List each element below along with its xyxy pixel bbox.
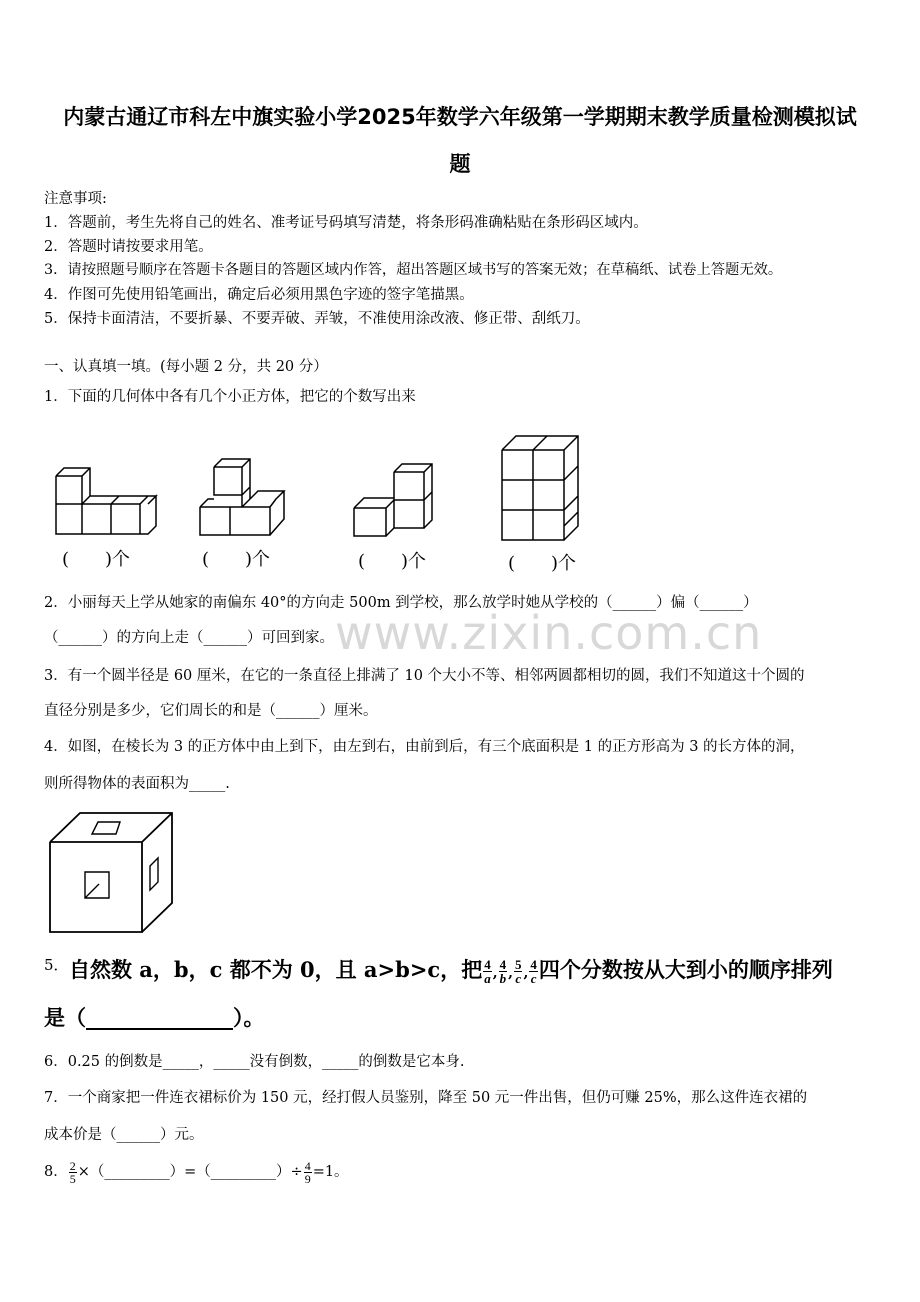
fraction: $\frac{4}{a}$ — [484, 957, 491, 986]
cube-figure-4 — [498, 432, 586, 544]
question-3-line1: 3．有一个圆半径是 60 厘米，在它的一条直径上排满了 10 个大小不等、相邻两圆都相切的圆，我们不知道这十个圆的 — [44, 668, 805, 684]
question-8-number: 8． — [44, 1164, 68, 1180]
question-6-text: 6．0.25 的倒数是_____，_____没有倒数，_____的倒数是它本身. — [44, 1054, 465, 1070]
question-5-text: 自然数 a，b，c 都不为 0，且 a>b>c，把 — [69, 957, 483, 982]
watermark: www.zixin.com.cn — [335, 606, 763, 660]
fraction: $\frac{4}{9}$ — [304, 1158, 311, 1186]
fraction: $\frac{4}{c}$ — [530, 957, 537, 986]
question-5-line2: 是（______________）。 — [44, 1005, 265, 1030]
question-1-text: 1．下面的几何体中各有几个小正方体，把它的个数写出来 — [44, 389, 416, 405]
cube-figure-2 — [196, 455, 288, 540]
question-3-line2: 直径分别是多少，它们周长的和是（______）厘米。 — [44, 703, 378, 719]
cube-figure-1 — [50, 462, 160, 540]
question-8-text: ×（_________）=（_________）÷ — [77, 1164, 303, 1180]
question-7-line2: 成本价是（______）元。 — [44, 1127, 204, 1143]
note-item: 5．保持卡面清洁，不要折暴、不要弄破、弄皱，不准使用涂改液、修正带、刮纸刀。 — [44, 311, 590, 327]
answer-blank[interactable]: ( )个 — [508, 553, 577, 574]
notes-heading: 注意事项: — [44, 191, 107, 207]
note-item: 1．答题前，考生先将自己的姓名、准考证号码填写清楚，将条形码准确粘贴在条形码区域内。 — [44, 215, 648, 231]
note-item: 3．请按照题号顺序在答题卡各题目的答题区域内作答，超出答题区域书写的答案无效；在草稿纸、试卷上答题无效。 — [44, 262, 783, 278]
answer-blank[interactable]: ( )个 — [62, 549, 131, 570]
document-title-line2: 题 — [449, 152, 471, 176]
question-2-line2: （______）的方向上走（______）可回到家。 — [44, 630, 334, 646]
question-4-line1: 4．如图，在棱长为 3 的正方体中由上到下，由左到右，由前到后，有三个底面积是 1 的正方形高为 3 的长方体的洞， — [44, 739, 805, 755]
answer-blank[interactable]: ( )个 — [202, 549, 271, 570]
question-8-text: =1。 — [312, 1164, 349, 1180]
question-5-line1: 自然数 a，b，c 都不为 0，且 a>b>c，把 $\frac{4}{a}$ , $\frac{4}{b}$ , $\frac{5}{c}$ , $\frac{4}{c}$ 四个分数按从大到小的顺序排列 — [69, 957, 833, 986]
fraction: $\frac{2}{5}$ — [69, 1158, 76, 1186]
question-5-number: 5． — [44, 956, 69, 974]
question-4-line2: 则所得物体的表面积为_____. — [44, 776, 230, 792]
document-title-line1: 内蒙古通辽市科左中旗实验小学2025年数学六年级第一学期期末教学质量检测模拟试 — [63, 105, 857, 129]
fraction: $\frac{4}{b}$ — [499, 957, 507, 986]
question-7-line1: 7．一个商家把一件连衣裙标价为 150 元，经打假人员鉴别，降至 50 元一件出售，但仍可赚 25%，那么这件连衣裙的 — [44, 1090, 808, 1106]
fraction: $\frac{5}{c}$ — [514, 957, 522, 986]
note-item: 2．答题时请按要求用笔。 — [44, 239, 213, 255]
question-8-line — [44, 1154, 349, 1190]
section-heading: 一、认真填一填。(每小题 2 分，共 20 分） — [44, 359, 328, 375]
cube-with-holes-figure — [46, 810, 176, 936]
note-item: 4．作图可先使用铅笔画出，确定后必须用黑色字迹的签字笔描黑。 — [44, 287, 474, 303]
cube-figure-3 — [350, 458, 442, 543]
answer-blank[interactable]: ( )个 — [358, 551, 427, 572]
question-2-line1: 2．小丽每天上学从她家的南偏东 40°的方向走 500m 到学校，那么放学时她从学校的（______）偏（______） — [44, 595, 758, 611]
question-5-text: 四个分数按从大到小的顺序排列 — [538, 957, 833, 982]
